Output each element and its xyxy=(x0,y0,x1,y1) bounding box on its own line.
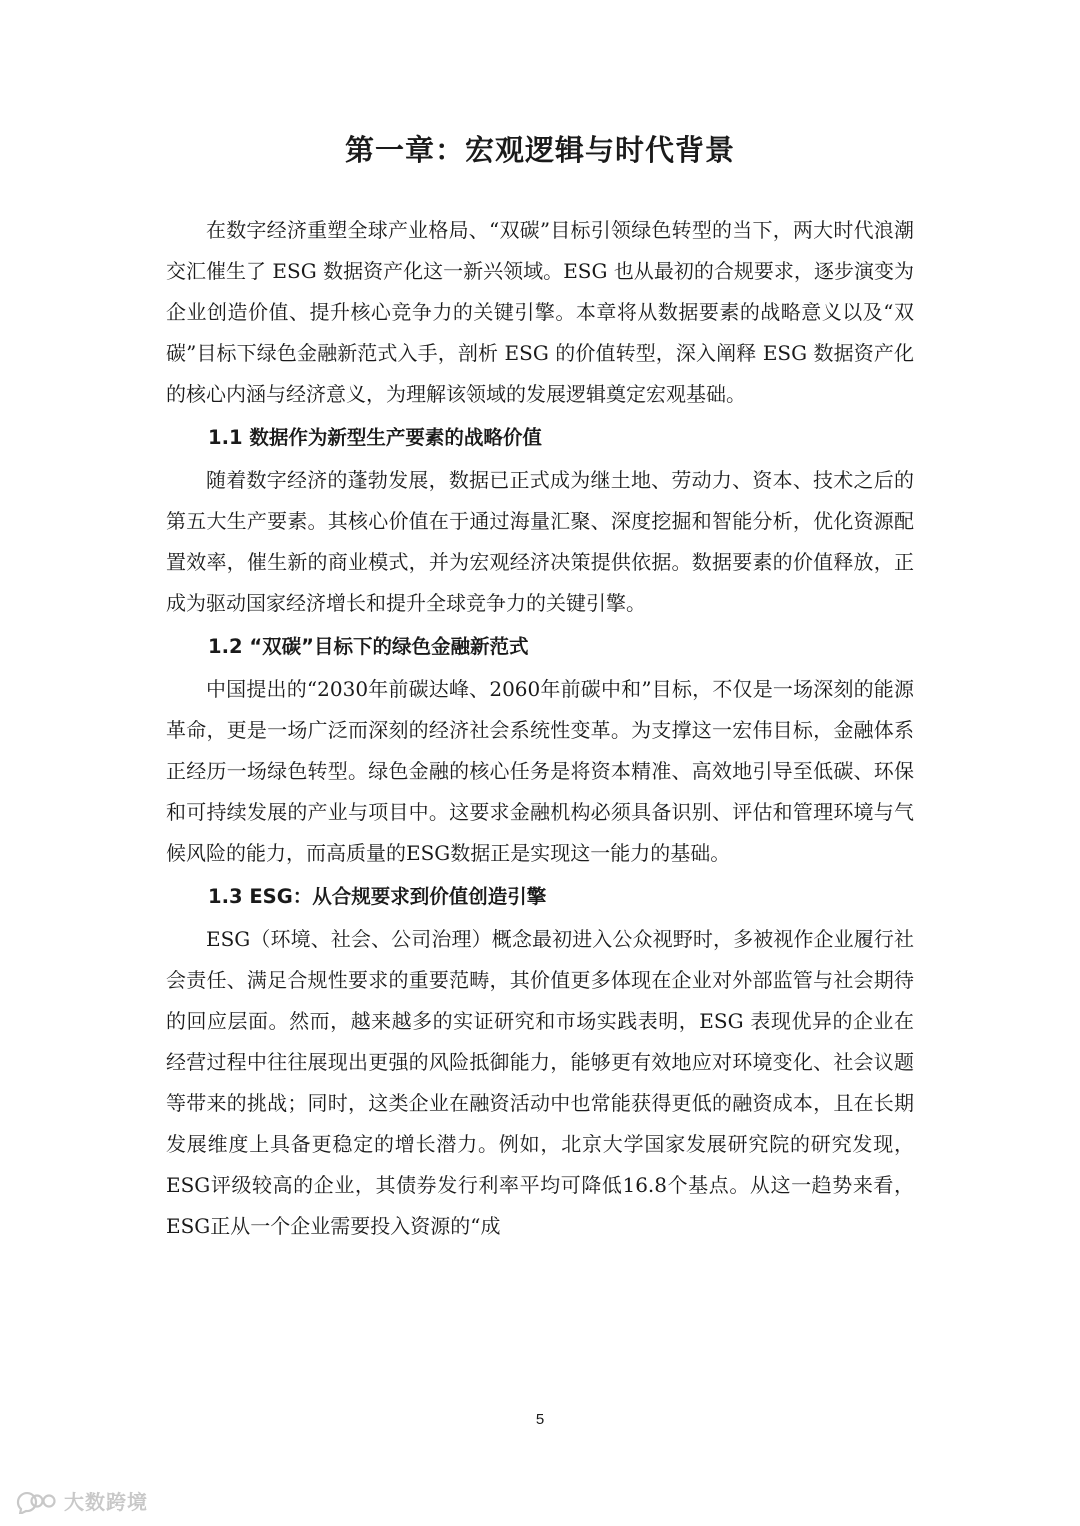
section-heading-1-2: 1.2 “双碳”目标下的绿色金融新范式 xyxy=(208,635,529,658)
intro-paragraph: 在数字经济重塑全球产业格局、“双碳”目标引领绿色转型的当下，两大时代浪潮交汇催生了 ESG 数据资产化这一新兴领域。ESG 也从最初的合规要求，逐步演变为企业创造价值、提升核心竞争力的关键引擎。本章将从数据要素的战略意义以及“双碳”目标下绿色金融新范式入手，剖析 ESG 的价值转型，深入阐释 ESG 数据资产化的核心内涵与经济意义，为理解该领域的发展逻辑奠定宏观基础。 xyxy=(166,218,914,406)
watermark-logo-icon xyxy=(12,1488,58,1514)
section-heading-1-1: 1.1 数据作为新型生产要素的战略价值 xyxy=(208,426,542,449)
section-paragraph-1-3: ESG（环境、社会、公司治理）概念最初进入公众视野时，多被视作企业履行社会责任、满足合规性要求的重要范畴，其价值更多体现在企业对外部监管与社会期待的回应层面。然而，越来越多的实证研究和市场实践表明，ESG 表现优异的企业在经营过程中往往展现出更强的风险抵御能力，能够更有效地应对环境变化、社会议题等带来的挑战；同时，这类企业在融资活动中也常能获得更低的融资成本，且在长期发展维度上具备更稳定的增长潜力。例如，北京大学国家发展研究院的研究发现，ESG评级较高的企业，其债券发行利率平均可降低16.8个基点。从这一趋势来看，ESG正从一个企业需要投入资源的“成 xyxy=(166,927,914,1238)
chapter-title: 第一章：宏观逻辑与时代背景 xyxy=(344,133,735,167)
page-number: 5 xyxy=(535,1411,545,1428)
section-heading-1-3: 1.3 ESG：从合规要求到价值创造引擎 xyxy=(208,885,547,908)
section-paragraph-1-2: 中国提出的“2030年前碳达峰、2060年前碳中和”目标，不仅是一场深刻的能源革命，更是一场广泛而深刻的经济社会系统性变革。为支撑这一宏伟目标，金融体系正经历一场绿色转型。绿色金融的核心任务是将资本精准、高效地引导至低碳、环保和可持续发展的产业与项目中。这要求金融机构必须具备识别、评估和管理环境与气候风险的能力，而高质量的ESG数据正是实现这一能力的基础。 xyxy=(166,677,914,865)
watermark xyxy=(12,1486,148,1515)
section-paragraph-1-1: 随着数字经济的蓬勃发展，数据已正式成为继土地、劳动力、资本、技术之后的第五大生产要素。其核心价值在于通过海量汇聚、深度挖掘和智能分析，优化资源配置效率，催生新的商业模式，并为宏观经济决策提供依据。数据要素的价值释放，正成为驱动国家经济增长和提升全球竞争力的关键引擎。 xyxy=(166,468,914,615)
watermark-text: 大数跨境 xyxy=(64,1490,148,1514)
document-body xyxy=(166,210,914,1247)
